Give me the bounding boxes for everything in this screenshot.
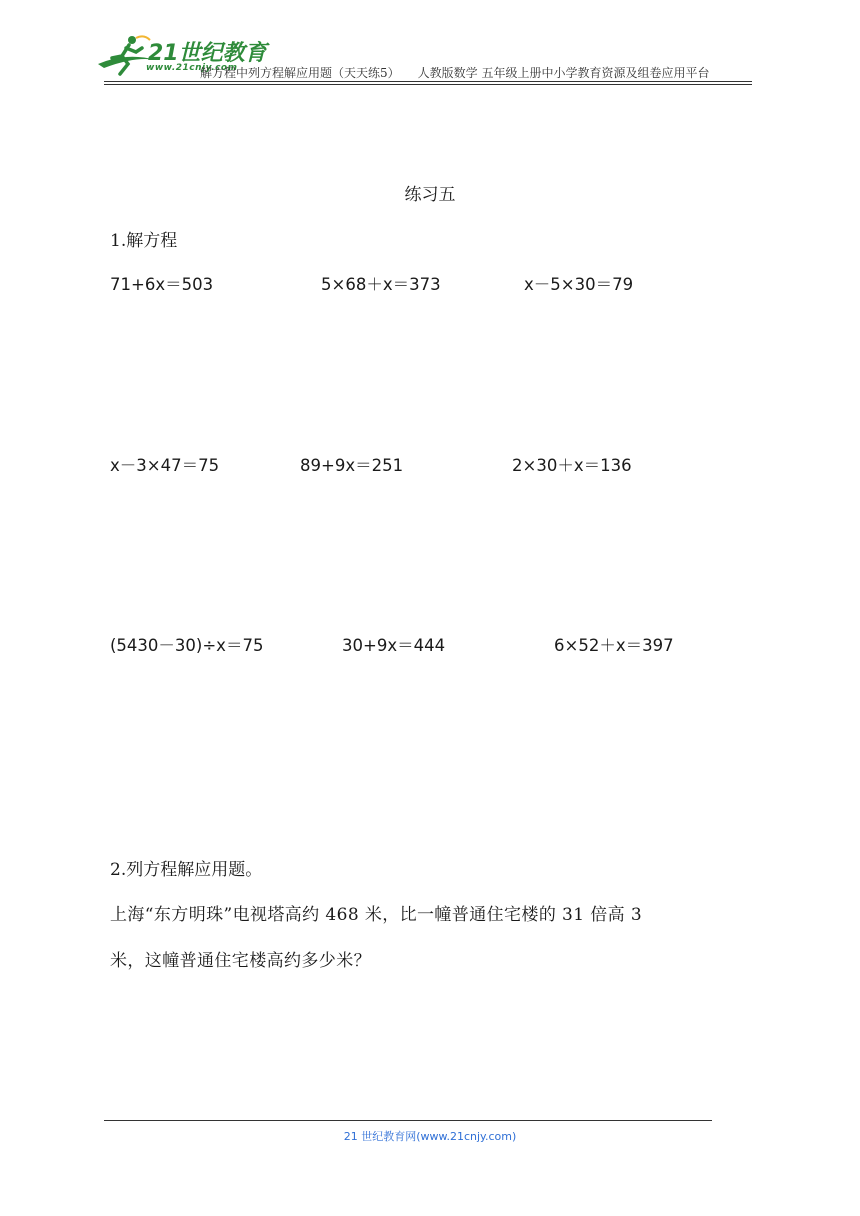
- page-title: 练习五: [404, 185, 456, 205]
- equation-5: 89+9x＝251: [300, 456, 404, 475]
- equation-1: 71+6x＝503: [110, 275, 214, 294]
- doc-title: 解方程中列方程解应用题（天天练5）: [200, 66, 400, 80]
- header-title: [200, 64, 709, 81]
- logo-url: www.21cnjy.com: [146, 63, 238, 73]
- footer-divider: [104, 1120, 712, 1121]
- equation-8: 30+9x＝444: [342, 636, 446, 655]
- equation-6: 2×30＋x＝136: [512, 456, 632, 475]
- equation-7: (5430－30)÷x＝75: [110, 636, 264, 655]
- problem-text-line1: 上海“东方明珠”电视塔高约 468 米，比一幢普通住宅楼的 31 倍高 3: [110, 905, 643, 925]
- problem-text-line2: 米，这幢普通住宅楼高约多少米？: [110, 951, 371, 971]
- header-divider-thin: [104, 84, 752, 85]
- section-2-heading: 2.列方程解应用题。: [110, 860, 263, 880]
- footer-link[interactable]: 21 世纪教育网(www.21cnjy.com): [343, 1130, 517, 1143]
- equation-2: 5×68＋x＝373: [321, 275, 441, 294]
- equation-9: 6×52＋x＝397: [554, 636, 674, 655]
- logo-text: 21世纪教育: [148, 41, 267, 66]
- equation-4: x－3×47＝75: [110, 456, 220, 475]
- equation-3: x－5×30＝79: [524, 275, 634, 294]
- section-1-heading: 1.解方程: [110, 231, 178, 251]
- doc-subject: 人教版数学 五年级上册中小学教育资源及组卷应用平台: [417, 66, 710, 80]
- header-divider: [104, 81, 752, 82]
